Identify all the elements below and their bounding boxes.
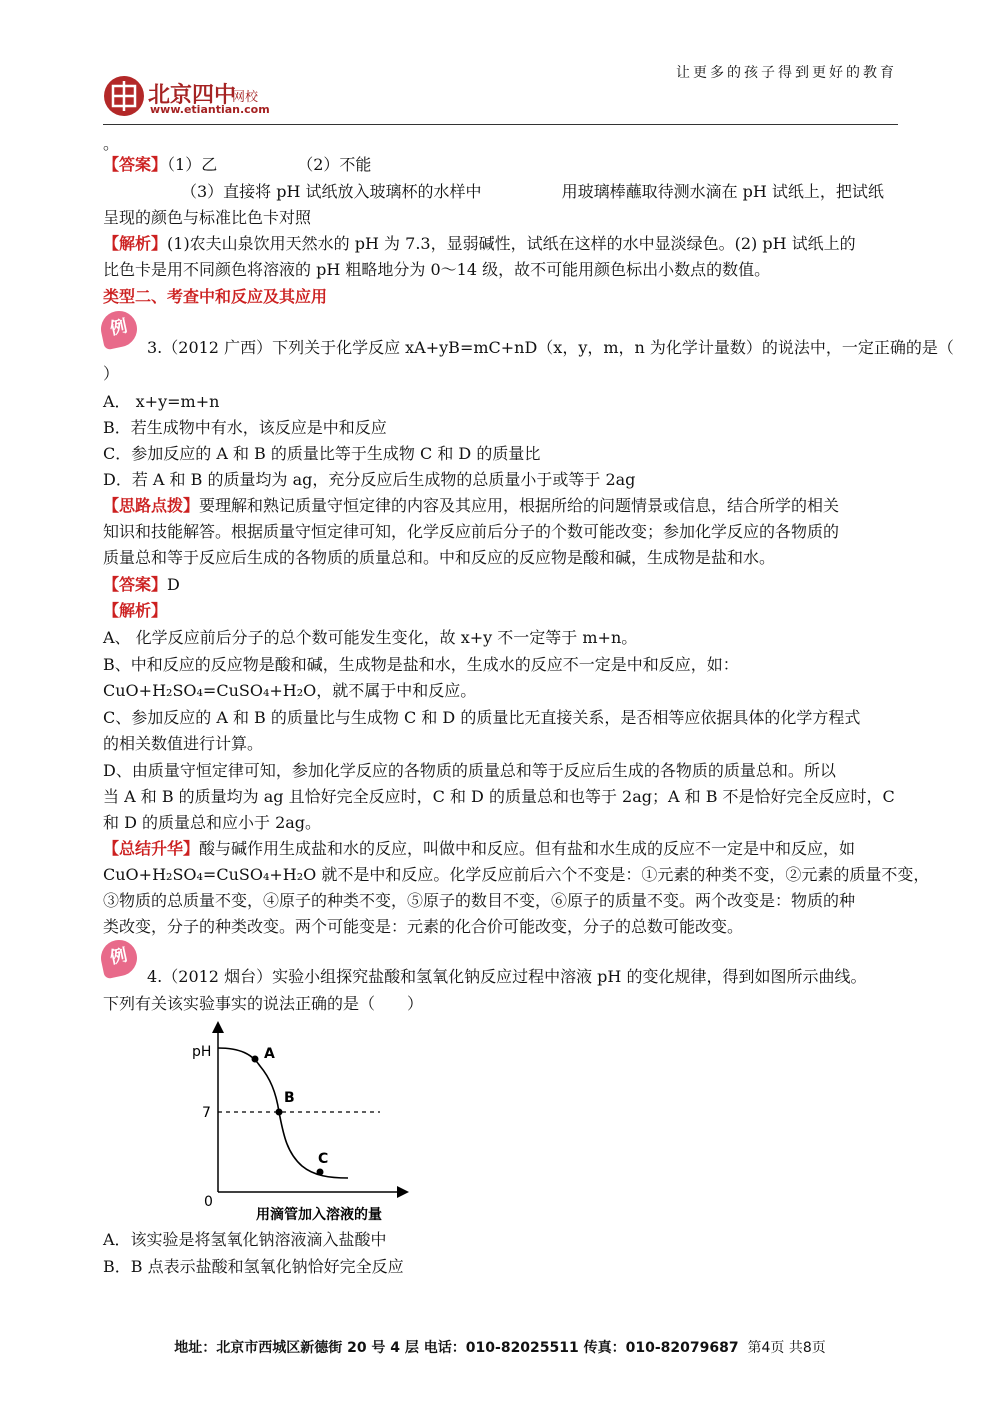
answer-1-part3: （3）直接将 pH 试纸放入玻璃杯的水样中 bbox=[181, 182, 482, 201]
analysis-tag: 【解析】 bbox=[103, 234, 168, 253]
analysis-2-c: C、参加反应的 A 和 B 的质量比与生成物 C 和 D 的质量比无直接关系，是否相等应依据具体的化学方程式 bbox=[103, 708, 861, 727]
logo-icon bbox=[104, 76, 144, 116]
answer-1-part2: （2）不能 bbox=[297, 155, 372, 174]
leftover-period: 。 bbox=[103, 134, 120, 153]
question-4-option-a: A．该实验是将氢氧化钠溶液滴入盐酸中 bbox=[103, 1230, 387, 1249]
question-3-option-c: C．参加反应的 A 和 B 的质量比等于生成物 C 和 D 的质量比 bbox=[103, 444, 541, 463]
answer-1-part5: 呈现的颜色与标准比色卡对照 bbox=[103, 208, 312, 227]
answer-2-tag: 【答案】 bbox=[103, 575, 168, 594]
answer-2 bbox=[103, 575, 180, 595]
logo-sub: 网校 bbox=[232, 90, 259, 105]
logo-url: www.etiantian.com bbox=[150, 103, 270, 116]
hint-line3: 质量总和等于反应后生成的各物质的质量总和。中和反应的反应物是酸和碱，生成物是盐和水。 bbox=[103, 548, 776, 567]
question-3-option-d: D．若 A 和 B 的质量均为 ag，充分反应后生成物的总质量小于或等于 2ag bbox=[103, 470, 636, 489]
analysis-2-a: A、 化学反应前后分子的总个数可能发生变化，故 x+y 不一定等于 m+n。 bbox=[103, 628, 638, 647]
answer-1-part1: （1）乙 bbox=[167, 155, 218, 174]
question-3-option-a: A． x+y=m+n bbox=[103, 392, 220, 411]
footer-page-number: 第4页 共8页 bbox=[747, 1340, 826, 1356]
point-a-marker bbox=[252, 1056, 259, 1063]
answer-1 bbox=[103, 155, 371, 175]
analysis-1-line1: (1)农夫山泉饮用天然水的 pH 为 7.3，显弱碱性，试纸在这样的水中显淡绿色。(2) pH 试纸上的 bbox=[167, 234, 856, 253]
hint-paragraph bbox=[103, 496, 839, 516]
analysis-2-c2: 的相关数值进行计算。 bbox=[103, 734, 264, 753]
analysis-2-b2: CuO+H₂SO₄=CuSO₄+H₂O，就不属于中和反应。 bbox=[103, 681, 477, 700]
point-a-label: A bbox=[264, 1046, 275, 1062]
question-3-option-b: B．若生成物中有水，该反应是中和反应 bbox=[103, 418, 387, 437]
analysis-2-d2: 当 A 和 B 的质量均为 ag 且恰好完全反应时，C 和 D 的质量总和也等于 2ag；A 和 B 不是恰好完全反应时，C bbox=[103, 787, 895, 806]
analysis-2-d3: 和 D 的质量总和应小于 2ag。 bbox=[103, 813, 322, 832]
point-c-label: C bbox=[318, 1151, 329, 1167]
summary-line1: 酸与碱作用生成盐和水的反应，叫做中和反应。但有盐和水生成的反应不一定是中和反应，如 bbox=[199, 839, 856, 858]
answer-2-value: D bbox=[167, 575, 180, 594]
summary-line2: CuO+H₂SO₄=CuSO₄+H₂O 就不是中和反应。化学反应前后六个不变是：①元素的种类不变，②元素的质量不变， bbox=[103, 865, 930, 884]
point-c-marker bbox=[317, 1169, 324, 1176]
hint-line1: 要理解和熟记质量守恒定律的内容及其应用，根据所给的问题情景或信息，结合所学的相关 bbox=[199, 496, 840, 515]
ph-curve-chart bbox=[190, 1020, 420, 1225]
page-footer bbox=[0, 1337, 1000, 1357]
header-divider bbox=[103, 124, 898, 125]
analysis-2-b: B、中和反应的反应物是酸和碱，生成物是盐和水，生成水的反应不一定是中和反应，如： bbox=[103, 655, 739, 674]
section-heading-type2: 类型二、考查中和反应及其应用 bbox=[103, 287, 328, 306]
analysis-2-tag: 【解析】 bbox=[103, 601, 168, 620]
answer-1-part4: 用玻璃棒蘸取待测水滴在 pH 试纸上，把试纸 bbox=[561, 182, 884, 201]
ytick-7-label: 7 bbox=[202, 1105, 211, 1121]
footer-address: 地址：北京市西城区新德街 20 号 4 层 电话：010-82025511 传真：010-82079687 bbox=[174, 1340, 739, 1356]
hint-tag: 【思路点拨】 bbox=[103, 496, 200, 515]
question-4-stem2: 下列有关该实验事实的说法正确的是（ ） bbox=[103, 994, 424, 1013]
point-b-label: B bbox=[284, 1090, 295, 1106]
summary-line3: ③物质的总质量不变，④原子的种类不变，⑤原子的数目不变，⑥原子的质量不变。两个改变是：物质的种 bbox=[103, 891, 856, 910]
ph-curve bbox=[218, 1048, 348, 1178]
point-b-marker bbox=[276, 1109, 283, 1116]
logo-name: 北京四中 bbox=[148, 82, 237, 108]
question-4-stem: 4.（2012 烟台）实验小组探究盐酸和氢氧化钠反应过程中溶液 pH 的变化规律，得到如图所示曲线。 bbox=[147, 967, 867, 986]
summary-line4: 类改变，分子的种类改变。两个可能变是：元素的化合价可能改变，分子的总数可能改变。 bbox=[103, 917, 744, 936]
hint-line2: 知识和技能解答。根据质量守恒定律可知，化学反应前后分子的个数可能改变；参加化学反应的各物质的 bbox=[103, 522, 840, 541]
question-3-stem-end: ） bbox=[103, 364, 120, 383]
example-badge-icon: 例 bbox=[98, 308, 141, 351]
analysis-1 bbox=[103, 234, 856, 254]
header-slogan: 让更多的孩子得到更好的教育 bbox=[676, 65, 897, 81]
x-axis-label: 用滴管加入溶液的量 bbox=[256, 1207, 382, 1223]
origin-label: 0 bbox=[204, 1194, 213, 1210]
summary-tag: 【总结升华】 bbox=[103, 839, 200, 858]
analysis-1-line2: 比色卡是用不同颜色将溶液的 pH 粗略地分为 0～14 级，故不可能用颜色标出小数点的数值。 bbox=[103, 260, 771, 279]
question-4-option-b: B．B 点表示盐酸和氢氧化钠恰好完全反应 bbox=[103, 1257, 404, 1276]
y-axis-label: pH bbox=[192, 1044, 212, 1060]
analysis-2-d: D、由质量守恒定律可知，参加化学反应的各物质的质量总和等于反应后生成的各物质的质量总和。所以 bbox=[103, 761, 836, 780]
summary-paragraph bbox=[103, 839, 855, 859]
answer-tag: 【答案】 bbox=[103, 155, 168, 174]
question-3-stem: 3.（2012 广西）下列关于化学反应 xA+yB=mC+nD（x，y，m，n 为化学计量数）的说法中，一定正确的是（ bbox=[147, 338, 954, 357]
answer-1-part3-line bbox=[181, 182, 884, 202]
example-badge-icon-2: 例 bbox=[98, 937, 141, 980]
